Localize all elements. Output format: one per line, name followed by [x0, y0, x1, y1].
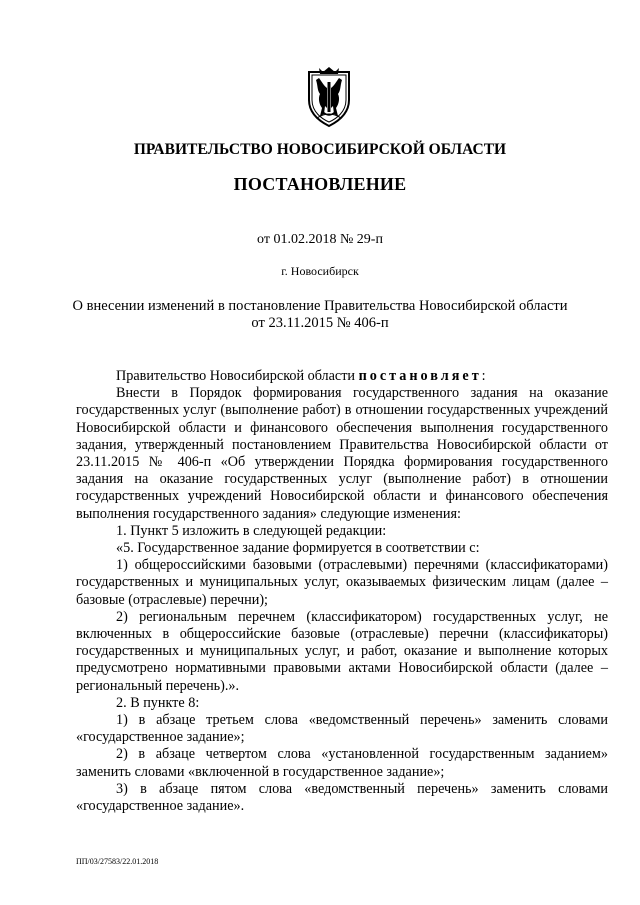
intro-colon: : — [481, 368, 486, 384]
subject-line-1: О внесении изменений в постановление Правительства Новосибирской области — [72, 298, 568, 314]
footer-code: ПП/03/27583/22.01.2018 — [76, 857, 159, 866]
document-type-title: ПОСТАНОВЛЕНИЕ — [233, 174, 407, 194]
date-and-number: от 01.02.2018 № 29-п — [257, 232, 383, 247]
paragraph-4: 1) общероссийскими базовыми (отраслевыми) перечнями (классификаторами) государственных и муниципальных услуг, оказываемых физическим лицам (далее – базовые (отраслевые) перечни); — [76, 557, 608, 608]
paragraph-2: 1. Пункт 5 изложить в следующей редакции: — [116, 522, 387, 539]
coat-of-arms-emblem — [303, 66, 355, 128]
paragraph-5: 2) региональным перечнем (классификатором) государственных услуг, не включенных в общероссийские базовые (отраслевые) перечни (классификаторы) государственных и муниципальных услуг, и работ, оказание и выполнение которых предусмотрено нормативными правовыми актами Новосибирской области (далее – региональный перечень).». — [76, 608, 608, 694]
government-title: ПРАВИТЕЛЬСТВО НОВОСИБИРСКОЙ ОБЛАСТИ — [133, 141, 507, 158]
paragraph-8: 2) в абзаце четвертом слова «установленной государственным заданием» заменить словами «включенной в государственное задание»; — [76, 746, 608, 780]
paragraph-3: «5. Государственное задание формируется в соответствии с: — [116, 540, 480, 557]
city-name: г. Новосибирск — [281, 264, 359, 278]
resolves-word: постановляет — [358, 368, 482, 384]
paragraph-6: 2. В пункте 8: — [116, 694, 200, 711]
subject-line-2: от 23.11.2015 № 406-п — [251, 315, 389, 331]
paragraph-1: Внести в Порядок формирования государственного задания на оказание государственных услуг (выполнение работ) в отношении государственных учреждений Новосибирской области и финансового обеспечения выполнения государственного задания, утвержденный постановлением Правительства Новосибирской области от 23.11.2015 № 406-п «Об утверждении Порядка формирования государственного задания на оказание государственных услуг (выполнение работ) в отношении государственных учреждений Новосибирской области и финансового обеспечения выполнения государственного задания» следующие изменения: — [76, 385, 608, 522]
intro-paragraph — [76, 368, 608, 385]
document-subject — [0, 298, 640, 332]
paragraph-7: 1) в абзаце третьем слова «ведомственный перечень» заменить словами «государственное задание»; — [76, 712, 608, 746]
document-body — [76, 368, 608, 815]
paragraph-9: 3) в абзаце пятом слова «ведомственный перечень» заменить словами «государственное задание». — [76, 780, 608, 815]
intro-text: Правительство Новосибирской области — [116, 368, 359, 384]
